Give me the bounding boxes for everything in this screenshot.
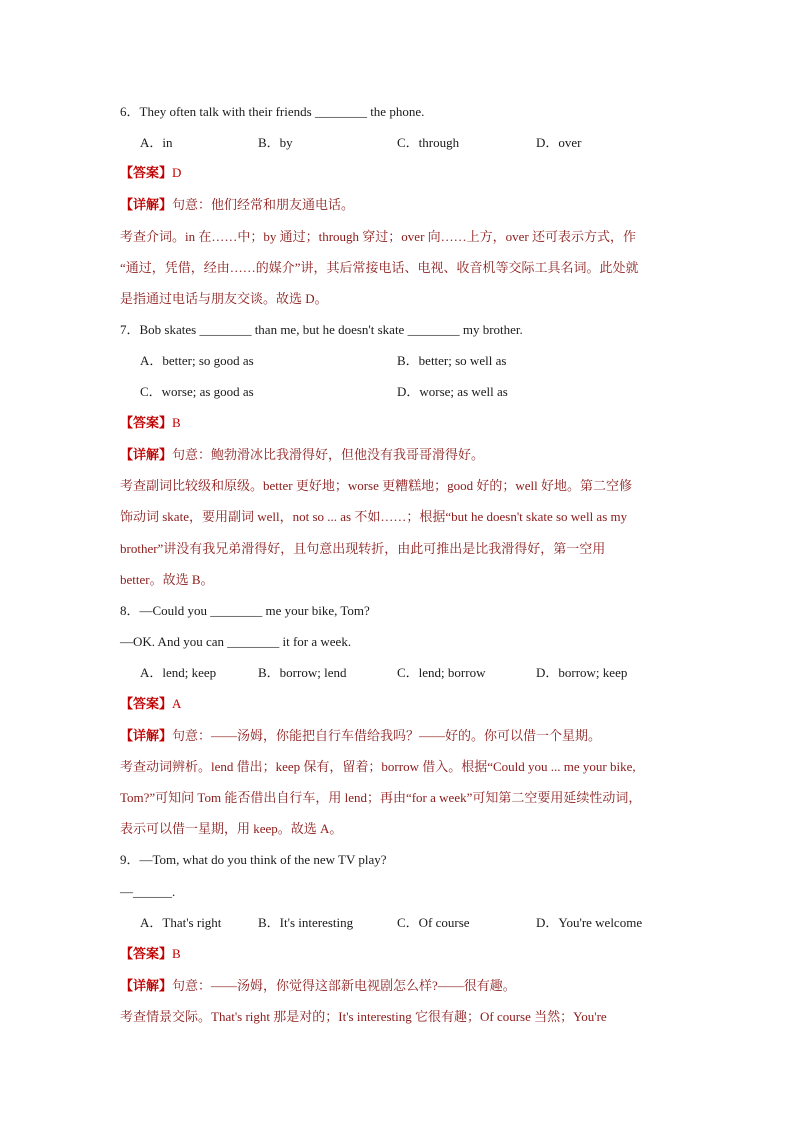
- q8-detail-text: 句意：——汤姆，你能把自行车借给我吗？——好的。你可以借一个星期。: [172, 728, 602, 743]
- q7-detail: [120, 446, 484, 464]
- answer-label: 【答案】: [120, 165, 173, 180]
- q6-answer: [120, 164, 181, 182]
- q9-detail-text: 句意：——汤姆，你觉得这部新电视剧怎么样?——很有趣。: [172, 978, 516, 993]
- question-8-stem-2: —OK. And you can ________ it for a week.: [120, 634, 352, 649]
- q6-detail-text: 句意：他们经常和朋友通电话。: [172, 197, 355, 212]
- question-9-stem-1: 9．—Tom, what do you think of the new TV play?: [120, 852, 387, 867]
- q6-option-c: C．through: [397, 135, 460, 150]
- q9-answer-value: B: [172, 946, 181, 961]
- q9-detail: [120, 977, 516, 995]
- q8-option-b: B．borrow; lend: [258, 665, 347, 680]
- q8-explanation-3: 表示可以借一星期，用 keep。故选 A。: [120, 821, 343, 836]
- q9-option-d: D．You're welcome: [536, 915, 643, 930]
- q7-explanation-4: better。故选 B。: [120, 572, 214, 587]
- q8-answer: [120, 695, 181, 713]
- q8-option-d: D．borrow; keep: [536, 665, 628, 680]
- q6-explanation-3: 是指通过电话与朋友交谈。故选 D。: [120, 291, 328, 306]
- q8-detail: [120, 727, 601, 745]
- answer-label: 【答案】: [120, 696, 173, 711]
- detail-label: 【详解】: [120, 447, 173, 462]
- detail-label: 【详解】: [120, 978, 173, 993]
- q9-explanation-1: 考查情景交际。That's right 那是对的；It's interesting 它很有趣；Of course 当然；You're: [120, 1009, 607, 1024]
- q6-explanation-1: 考查介词。in 在……中；by 通过；through 穿过；over 向……上方，over 还可表示方式，作: [120, 229, 637, 244]
- q7-answer-value: B: [172, 415, 181, 430]
- q7-detail-text: 句意：鲍勃滑冰比我滑得好，但他没有我哥哥滑得好。: [172, 447, 485, 462]
- q7-option-c: C．worse; as good as: [140, 384, 254, 399]
- question-6-stem: 6．They often talk with their friends ________ the phone.: [120, 104, 425, 119]
- detail-label: 【详解】: [120, 728, 173, 743]
- q8-explanation-1: 考查动词辨析。lend 借出；keep 保有，留着；borrow 借入。根据“Could you ... me your bike,: [120, 759, 636, 774]
- q7-option-d: D．worse; as well as: [397, 384, 508, 399]
- q8-option-c: C．lend; borrow: [397, 665, 486, 680]
- q7-explanation-1: 考查副词比较级和原级。better 更好地；worse 更糟糕地；good 好的；well 好地。第二空修: [120, 478, 633, 493]
- question-8-stem-1: 8．—Could you ________ me your bike, Tom?: [120, 603, 370, 618]
- q7-explanation-2: 饰动词 skate，要用副词 well，not so ... as 不如……；根据“but he doesn't skate so well as my: [120, 509, 628, 524]
- q9-answer: [120, 945, 181, 963]
- q7-explanation-3: brother”讲没有我兄弟滑得好，且句意出现转折，由此可推出是比我滑得好，第一空用: [120, 541, 606, 556]
- q9-option-a: A．That's right: [140, 915, 222, 930]
- q6-option-a: A．in: [140, 135, 173, 150]
- q7-option-b: B．better; so well as: [397, 353, 507, 368]
- q6-answer-value: D: [172, 165, 182, 180]
- question-7-stem: 7．Bob skates ________ than me, but he doesn't skate ________ my brother.: [120, 322, 523, 337]
- q7-option-a: A．better; so good as: [140, 353, 254, 368]
- answer-label: 【答案】: [120, 415, 173, 430]
- q9-option-c: C．Of course: [397, 915, 470, 930]
- q9-option-b: B．It's interesting: [258, 915, 354, 930]
- q6-explanation-2: “通过，凭借，经由……的媒介”讲，其后常接电话、电视、收音机等交际工具名词。此处就: [120, 260, 639, 275]
- detail-label: 【详解】: [120, 197, 173, 212]
- answer-label: 【答案】: [120, 946, 173, 961]
- q6-detail: [120, 196, 354, 214]
- q6-option-b: B．by: [258, 135, 293, 150]
- q8-option-a: A．lend; keep: [140, 665, 217, 680]
- q8-answer-value: A: [172, 696, 182, 711]
- q8-explanation-2: Tom?”可知问 Tom 能否借出自行车，用 lend；再由“for a week”可知第二空要用延续性动词，: [120, 790, 642, 805]
- q6-option-d: D．over: [536, 135, 582, 150]
- question-9-stem-2: —______.: [120, 884, 176, 899]
- q7-answer: [120, 414, 181, 432]
